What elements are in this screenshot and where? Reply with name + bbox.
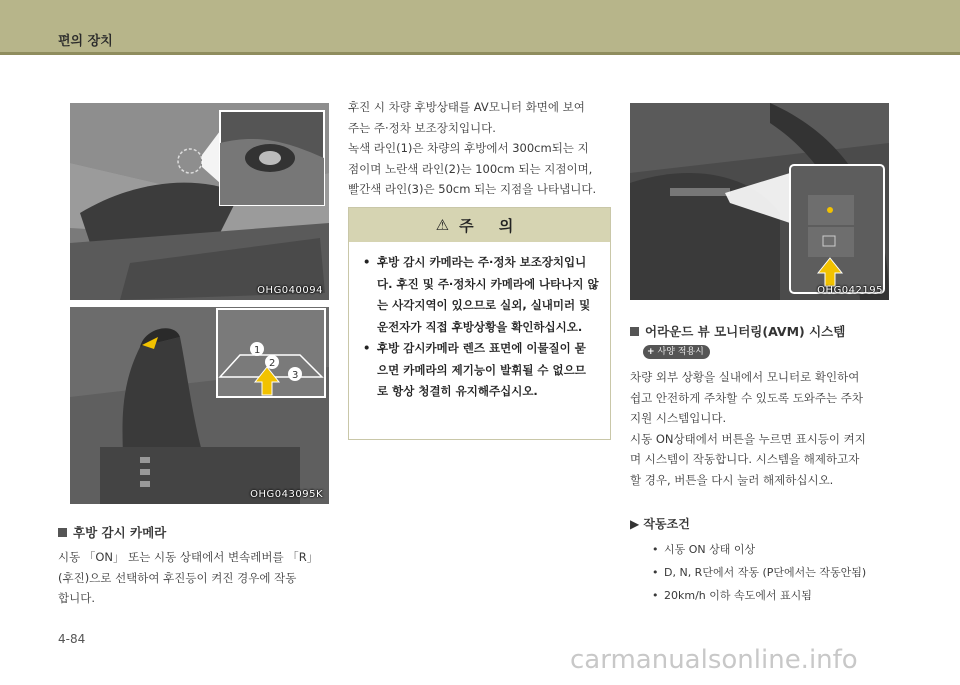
plus-icon: + xyxy=(647,347,655,357)
paragraph-line: 합니다. xyxy=(58,591,95,605)
rear-camera-photo xyxy=(70,103,329,300)
avm-heading xyxy=(630,322,845,340)
marker-2: 2 xyxy=(269,358,276,369)
paragraph-line: 시동 ON상태에서 버튼을 누르면 표시등이 켜지 xyxy=(630,431,866,446)
watermark: carmanualsonline.info xyxy=(570,645,858,675)
caution-item xyxy=(361,338,600,403)
condition-item: • D, N, R단에서 작동 (P단에서는 작동안됨) xyxy=(652,561,866,584)
caution-line: 으면 카메라의 제기능이 발휘될 수 없으므 xyxy=(377,362,586,377)
shift-lever-photo xyxy=(70,307,329,504)
avm-description xyxy=(630,367,900,490)
page-number: 4-84 xyxy=(58,632,86,646)
option-badge-text: 사양 적용시 xyxy=(657,347,704,357)
rear-camera-heading-text: 후방 감시 카메라 xyxy=(73,525,167,540)
warning-triangle-icon: ⚠ xyxy=(435,216,450,234)
caution-header xyxy=(349,208,610,242)
rear-camera-description xyxy=(58,547,333,609)
rear-camera-heading xyxy=(58,523,166,541)
caution-line: 로 항상 청결히 유지해주십시오. xyxy=(377,384,538,398)
avm-heading-text: 어라운드 뷰 모니터링(AVM) 시스템 xyxy=(645,324,846,339)
caution-line: 는 사각지역이 있으므로 실외, 실내미러 및 xyxy=(377,298,591,312)
figure-code: OHG042195 xyxy=(817,285,883,296)
caution-line: 다. 후진 및 주·정차시 카메라에 나타나지 않 xyxy=(377,276,599,291)
conditions-list xyxy=(652,538,866,607)
header-bar xyxy=(0,0,960,52)
condition-item: • 20km/h 이하 속도에서 표시됨 xyxy=(652,584,866,607)
section-square-icon xyxy=(630,327,639,336)
caution-line: 운전자가 직접 후방상황을 확인하십시오. xyxy=(377,319,583,334)
caution-list xyxy=(349,242,610,403)
paragraph-line: 주는 주·정차 보조장치입니다. xyxy=(348,120,496,135)
caution-line: 후방 감시카메라 렌즈 표면에 이물질이 묻 xyxy=(377,341,586,355)
paragraph-line: 빨간색 라인(3)은 50cm 되는 지점을 나타냅니다. xyxy=(348,182,597,196)
paragraph-line: 지원 시스템입니다. xyxy=(630,411,727,425)
paragraph-line: 후진 시 차량 후방상태를 AV모니터 화면에 보여 xyxy=(348,100,585,114)
caution-line: 후방 감시 카메라는 주·정차 보조장치입니 xyxy=(377,255,587,269)
caution-box xyxy=(348,207,611,440)
triangle-right-icon: ▶ xyxy=(630,517,640,531)
page-title: 편의 장치 xyxy=(58,34,113,49)
caution-item xyxy=(361,252,600,338)
paragraph-line: 며 시스템이 작동합니다. 시스템을 해제하고자 xyxy=(630,452,860,466)
paragraph-line: 차량 외부 상황을 실내에서 모니터로 확인하여 xyxy=(630,370,860,384)
marker-1: 1 xyxy=(254,345,261,356)
section-square-icon xyxy=(58,528,67,537)
conditions-heading-text: 작동조건 xyxy=(643,517,690,531)
camera-intro-text xyxy=(348,97,613,200)
paragraph-line: (후진)으로 선택하여 후진등이 켜진 경우에 작동 xyxy=(58,570,297,585)
option-badge xyxy=(643,345,710,359)
header-divider xyxy=(0,52,960,55)
marker-3: 3 xyxy=(292,370,299,381)
paragraph-line: 녹색 라인(1)은 차량의 후방에서 300cm되는 지 xyxy=(348,141,589,155)
paragraph-line: 시동 「ON」 또는 시동 상태에서 변속레버를 「R」 xyxy=(58,550,319,564)
condition-item: • 시동 ON 상태 이상 xyxy=(652,538,866,561)
paragraph-line: 점이며 노란색 라인(2)는 100cm 되는 지점이며, xyxy=(348,161,593,176)
paragraph-line: 쉽고 안전하게 주차할 수 있도록 도와주는 주차 xyxy=(630,390,864,405)
avm-button-photo xyxy=(630,103,889,300)
figure-code: OHG043095K xyxy=(250,489,323,500)
caution-title: 주 의 xyxy=(459,216,524,235)
paragraph-line: 할 경우, 버튼을 다시 눌러 해제하십시오. xyxy=(630,472,834,487)
figure-code: OHG040094 xyxy=(257,285,323,296)
conditions-heading xyxy=(630,515,690,532)
